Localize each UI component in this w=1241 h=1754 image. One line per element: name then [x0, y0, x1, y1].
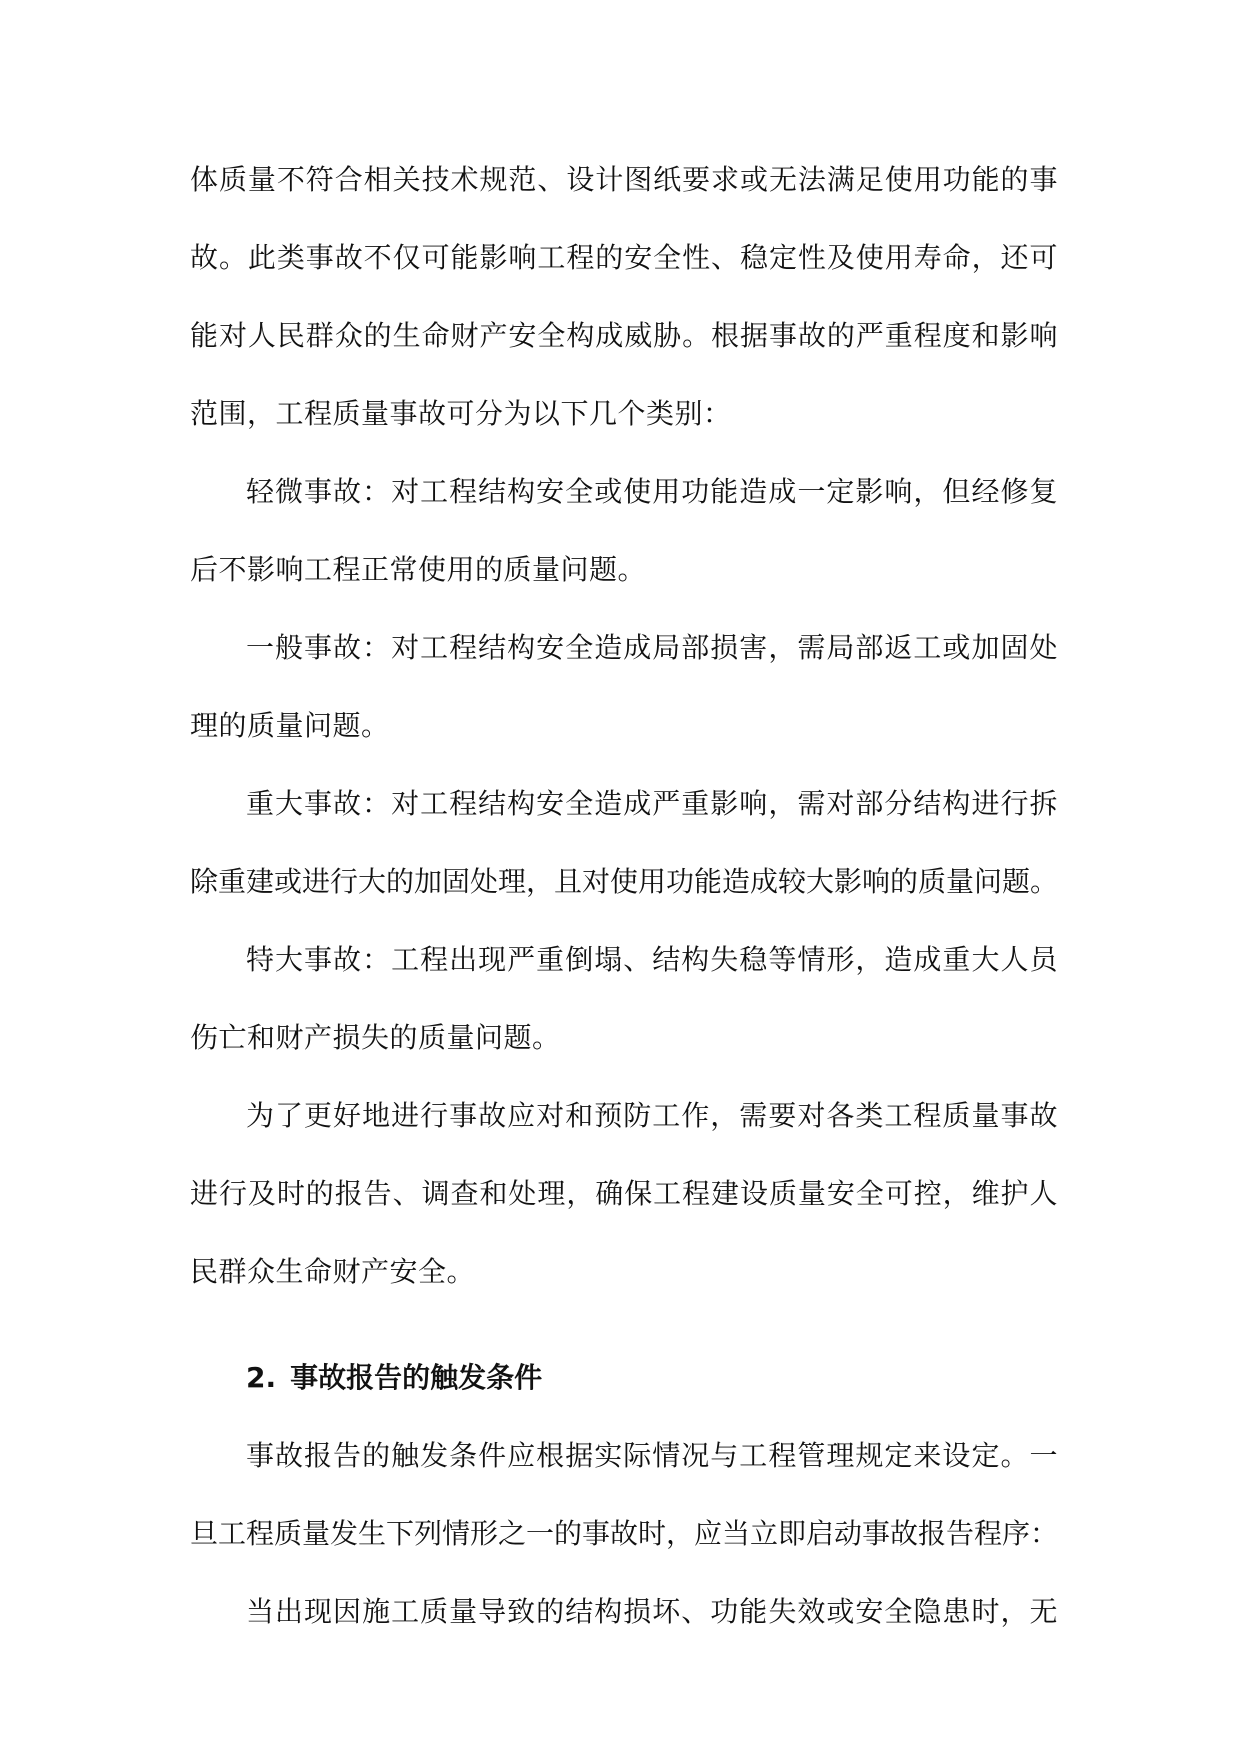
text-line: 重大事故：对工程结构安全造成严重影响，需对部分结构进行拆: [246, 787, 1058, 820]
paragraph-general-accident: [190, 609, 1058, 765]
text-line: 故。此类事故不仅可能影响工程的安全性、稳定性及使用寿命，还可: [190, 241, 1058, 274]
text-line: 伤亡和财产损失的质量问题。: [190, 1021, 561, 1054]
document-body: [190, 141, 1058, 1651]
paragraph-purpose: [190, 1077, 1058, 1311]
section-number: 2.: [246, 1361, 277, 1394]
text-line: 能对人民群众的生命财产安全构成威胁。根据事故的严重程度和影响: [190, 319, 1058, 352]
paragraph-extraordinary-accident: [190, 921, 1058, 1077]
text-line: 范围，工程质量事故可分为以下几个类别：: [190, 397, 732, 430]
section-heading: [190, 1339, 1058, 1417]
text-line: 后不影响工程正常使用的质量问题。: [190, 553, 647, 586]
paragraph-intro: [190, 141, 1058, 453]
section-title: 事故报告的触发条件: [290, 1361, 543, 1394]
text-line: 为了更好地进行事故应对和预防工作，需要对各类工程质量事故: [246, 1099, 1058, 1132]
text-line: 轻微事故：对工程结构安全或使用功能造成一定影响，但经修复: [246, 475, 1058, 508]
text-line: 一般事故：对工程结构安全造成局部损害，需局部返工或加固处: [246, 631, 1058, 664]
text-line: 事故报告的触发条件应根据实际情况与工程管理规定来设定。一: [246, 1439, 1058, 1472]
text-line: 特大事故：工程出现严重倒塌、结构失稳等情形，造成重大人员: [246, 943, 1058, 976]
text-line: 当出现因施工质量导致的结构损坏、功能失效或安全隐患时，无: [246, 1595, 1058, 1628]
text-line: 进行及时的报告、调查和处理，确保工程建设质量安全可控，维护人: [190, 1177, 1058, 1210]
paragraph-major-accident: [190, 765, 1058, 921]
paragraph-minor-accident: [190, 453, 1058, 609]
text-line: 民群众生命财产安全。: [190, 1255, 476, 1288]
text-line: 除重建或进行大的加固处理，且对使用功能造成较大影响的质量问题。: [190, 865, 1059, 898]
paragraph-condition-1: [190, 1573, 1058, 1651]
text-line: 旦工程质量发生下列情形之一的事故时，应当立即启动事故报告程序：: [190, 1517, 1059, 1550]
text-line: 体质量不符合相关技术规范、设计图纸要求或无法满足使用功能的事: [190, 163, 1058, 196]
paragraph-trigger: [190, 1417, 1058, 1573]
text-line: 理的质量问题。: [190, 709, 390, 742]
section-spacer: [190, 1311, 1058, 1339]
